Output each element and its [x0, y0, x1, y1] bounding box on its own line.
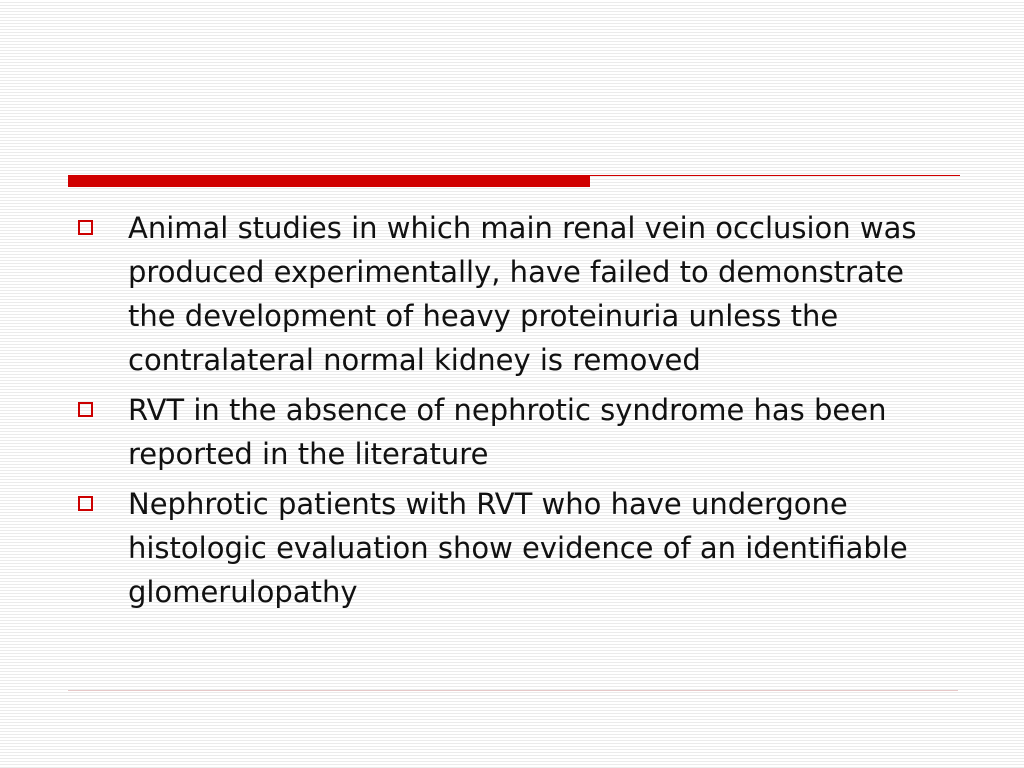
- footer-divider: [68, 690, 958, 691]
- bullet-list: [78, 206, 958, 620]
- bullet-text: RVT in the absence of nephrotic syndrome has been reported in the literature: [128, 393, 887, 471]
- hollow-square-bullet-icon: [78, 496, 93, 511]
- bullet-item: [78, 388, 958, 476]
- title-accent-bar: [68, 175, 590, 187]
- title-accent-rule: [590, 175, 960, 176]
- bullet-text: Nephrotic patients with RVT who have undergone histologic evaluation show evidence of an identifiable glomerulopathy: [128, 487, 908, 609]
- bullet-item: [78, 206, 958, 382]
- bullet-item: [78, 482, 958, 614]
- hollow-square-bullet-icon: [78, 220, 93, 235]
- hollow-square-bullet-icon: [78, 402, 93, 417]
- bullet-text: Animal studies in which main renal vein occlusion was produced experimentally, have failed to demonstrate the development of heavy proteinuria unless the contralateral normal kidney is removed: [128, 211, 917, 377]
